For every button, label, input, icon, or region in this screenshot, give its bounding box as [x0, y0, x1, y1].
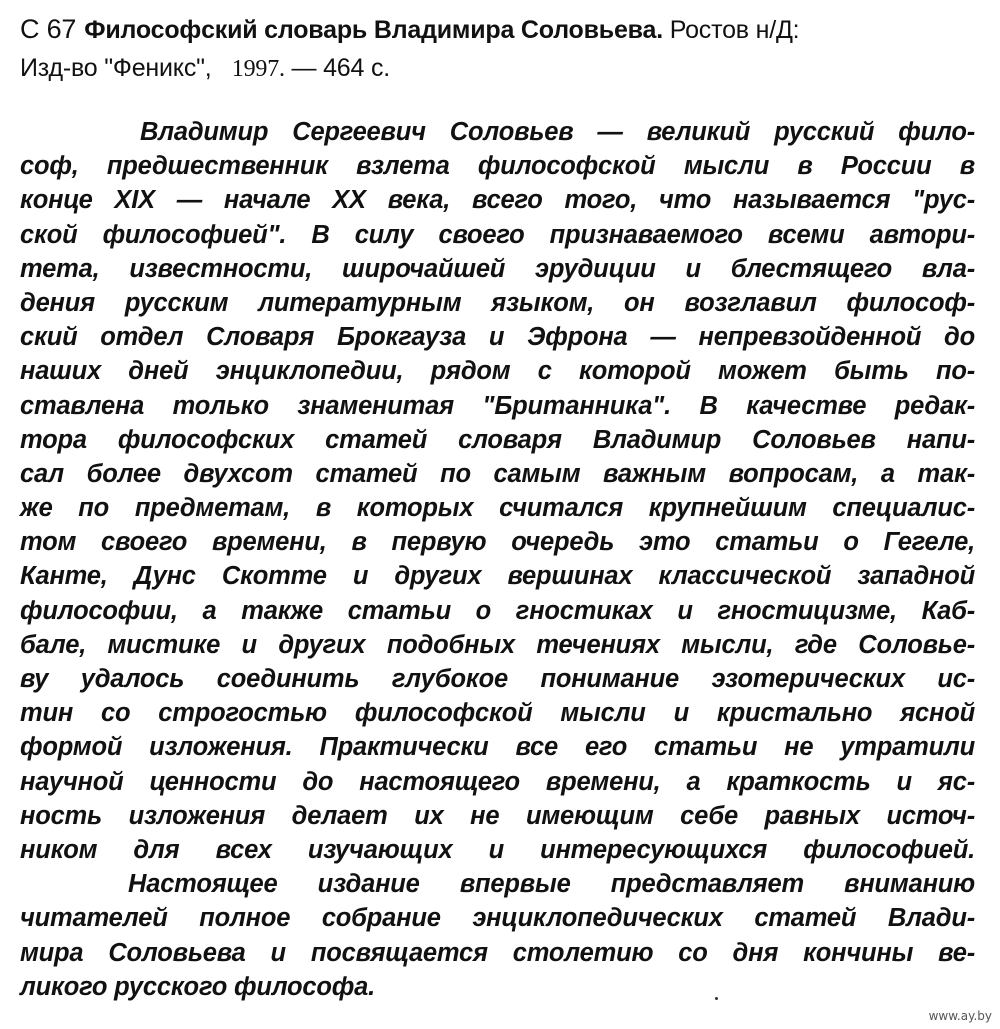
annotation-line: ставлена только знаменитая "Британника". В качестве редак- — [20, 391, 975, 420]
annotation-line: соф, предшественник взлета философской мысли в России в — [20, 152, 975, 181]
annotation-line: Канте, Дунс Скотте и других вершинах классической западной — [20, 562, 975, 591]
annotation-line: ву удалось соединить глубокое понимание эзотерических ис- — [20, 665, 975, 693]
watermark: www.ay.by — [928, 1009, 992, 1023]
annotation-line: ской философией". В силу своего признаваемого всеми автори- — [20, 220, 975, 249]
annotation-line: философии, а также статьи о гностиках и гностицизме, Каб- — [20, 596, 975, 625]
page-count: — 464 с. — [284, 54, 391, 82]
annotation-line: читателей полное собрание энциклопедических статей Влади- — [20, 904, 975, 933]
annotation-line: ником для всех изучающих и интересующихся философией. — [20, 835, 975, 864]
publisher: Изд-во "Феникс", — [20, 54, 212, 82]
annotation-line: конце XIX — начале XX века, всего того, что называется "рус- — [20, 186, 975, 215]
annotation-text — [20, 115, 975, 1004]
annotation-line: Настоящее издание впервые представляет вниманию — [128, 870, 975, 899]
annotation-line: тин со строгостью философской мысли и кристально ясной — [20, 699, 975, 728]
header-line-1 — [20, 10, 990, 49]
publication-city: Ростов н/Д: — [662, 16, 800, 44]
annotation-line: наших дней энциклопедии, рядом с которой может быть по- — [20, 357, 975, 386]
catalog-code: С 67 — [20, 14, 77, 44]
annotation-line: том своего времени, в первую очередь это статьи о Гегеле, — [20, 528, 975, 557]
header-line-2 — [20, 49, 990, 88]
publication-year: 1997. — [231, 56, 285, 82]
bibliographic-header — [20, 10, 990, 88]
annotation-line: дения русским литературным языком, он возглавил философ- — [20, 288, 975, 317]
print-speck — [715, 997, 718, 1000]
annotation-line: ский отдел Словаря Брокгауза и Эфрона — непревзойденной до — [20, 323, 975, 352]
annotation-line: ликого русского философа. — [20, 972, 376, 1001]
annotation-line: формой изложения. Практически все его статьи не утратили — [20, 733, 975, 762]
annotation-line: Владимир Сергеевич Соловьев — великий русский фило- — [140, 118, 975, 146]
annotation-line: бале, мистике и других подобных течениях мысли, где Соловье- — [20, 630, 975, 659]
book-title: Философский словарь Владимира Соловьева. — [84, 16, 663, 44]
annotation-line: ность изложения делает их не имеющим себе равных источ- — [20, 801, 975, 830]
annotation-line: сал более двухсот статей по самым важным вопросам, а так- — [20, 459, 975, 488]
annotation-line: мира Соловьева и посвящается столетию со дня кончины ве- — [20, 938, 975, 967]
annotation-line: научной ценности до настоящего времени, а краткость и яс- — [20, 767, 975, 796]
annotation-line: тора философских статей словаря Владимир Соловьев напи- — [20, 425, 975, 454]
annotation-line: же по предметам, в которых считался крупнейшим специалис- — [20, 494, 975, 523]
annotation-line: тета, известности, широчайшей эрудиции и блестящего вла- — [20, 254, 975, 283]
